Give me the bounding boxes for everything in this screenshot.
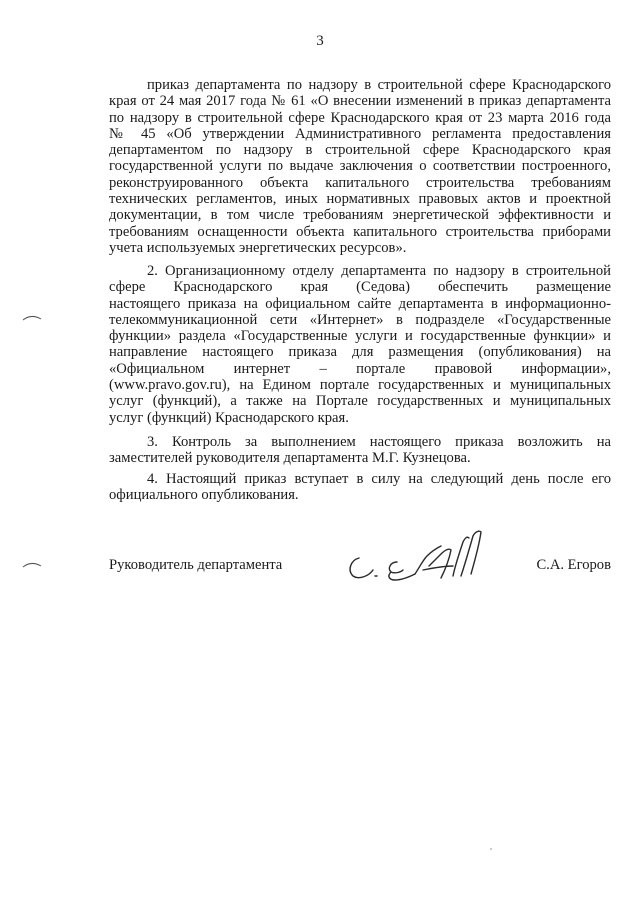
text-line: 3. Контроль за выполнением настоящего приказа возложить на [147, 434, 611, 450]
text-line: требованиям оснащенности объекта капитального строительства приборами [109, 223, 611, 240]
text-line: по надзору в строительной сфере Краснодарского края от 23 марта 2016 года [109, 109, 611, 126]
paragraph-4 [109, 471, 611, 504]
text-line: реконструированного объекта капитального строительства требованиям [109, 174, 611, 191]
text-line: функции» раздела «Государственные услуги и государственные функции» и [109, 328, 611, 345]
text-line: края от 24 мая 2017 года № 61 «О внесении изменений в приказ департамента [109, 93, 611, 110]
scan-speck [490, 848, 492, 850]
text-line: 2. Организационному отделу департамента по надзору в строительной [147, 263, 611, 279]
text-line: заместителей руководителя департамента М.Г. Кузнецова. [109, 450, 471, 467]
scan-mark [22, 313, 42, 323]
paragraph-2 [109, 263, 611, 426]
page-number: 3 [316, 33, 324, 49]
text-line: направление настоящего приказа для размещения (опубликования) на [109, 344, 611, 361]
signature-block [109, 540, 611, 610]
text-line: услуг (функций) Краснодарского края. [109, 409, 349, 426]
text-line: официального опубликования. [109, 487, 299, 504]
handwritten-signature [337, 518, 497, 588]
text-line: приказ департамента по надзору в строительной сфере Краснодарского [147, 77, 611, 93]
text-line: сфере Краснодарского края (Седова) обеспечить размещение [109, 279, 611, 296]
paragraph-3 [109, 434, 611, 467]
text-line: технических регламентов, иных нормативных правовых актов и проектной [109, 191, 611, 208]
signatory-position: Руководитель департамента [109, 557, 283, 573]
paragraph-continuation [109, 77, 611, 256]
text-line: услуг (функций), а также на Портале государственных и муниципальных [109, 393, 611, 410]
text-line: телекоммуникационной сети «Интернет» в подразделе «Государственные [109, 311, 611, 328]
signatory-name: С.А. Егоров [536, 557, 611, 573]
text-line: департаментом по надзору в строительной сфере Краснодарского края [109, 142, 611, 159]
text-line: государственной услуги по выдаче заключения о соответствии построенного, [109, 158, 611, 175]
text-line: (www.pravo.gov.ru), на Едином портале государственных и муниципальных [109, 377, 611, 394]
text-line: настоящего приказа на официальном сайте департамента в информационно- [109, 295, 611, 312]
text-line: учета используемых энергетических ресурсов». [109, 239, 407, 256]
text-line: № 45 «Об утверждении Административного регламента предоставления [109, 125, 611, 142]
text-line: 4. Настоящий приказ вступает в силу на следующий день после его [147, 471, 611, 487]
text-line: документации, в том числе требованиям энергетической эффективности и [109, 207, 611, 224]
text-line: «Официальном интернет – портале правовой информации», [109, 360, 611, 377]
scan-mark [22, 560, 42, 570]
